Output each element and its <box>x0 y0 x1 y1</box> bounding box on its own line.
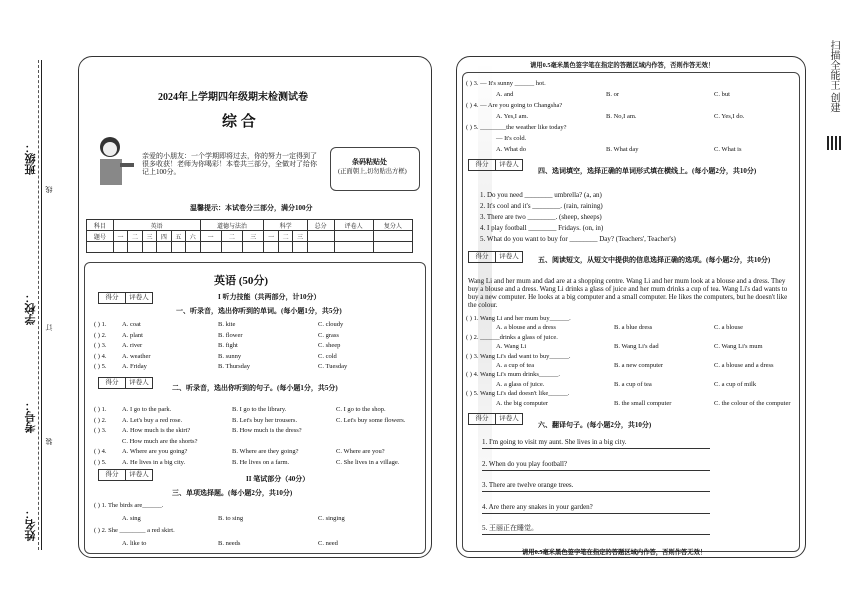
english-title: 英语 (50分) <box>214 275 269 287</box>
question-text: ( ) 1. <box>94 321 107 328</box>
question-text: B. flower <box>218 331 243 339</box>
scanner-brand: 扫描全能王 创建 <box>828 40 839 113</box>
question-text <box>318 502 398 510</box>
answer-footer: 请用0.5毫米黑色签字笔在指定的答题区域内作答，否则作答无效！ <box>522 549 707 556</box>
question-text <box>714 315 804 323</box>
question-text <box>94 540 122 548</box>
table-cell: 五 <box>171 231 185 242</box>
table-cell: 六 <box>186 231 200 242</box>
score-label: 得分 <box>99 378 126 388</box>
question-text <box>496 353 614 361</box>
question-text: C. What is <box>714 146 742 153</box>
question-text <box>496 315 614 323</box>
fold-word: 装 <box>45 438 53 445</box>
grader-label: 评卷人 <box>129 379 149 386</box>
intro-text: 亲爱的小朋友：一个学期即将过去，你的努力一定得到了很多收获！老师为你喝彩！本卷共三部分，全做对了给你记上100分。 <box>142 152 317 176</box>
question-text: A. Friday <box>122 363 147 370</box>
question-text: ( ) 2. She ________ a red skirt. <box>94 527 175 534</box>
question-text <box>218 502 318 510</box>
score-box <box>468 413 523 425</box>
score-label: 得分 <box>99 293 126 303</box>
question-text <box>714 390 804 398</box>
question-row <box>466 113 804 121</box>
question-text: B. needs <box>218 539 241 547</box>
question-text: C. Yes,I do. <box>714 113 745 120</box>
score-label: 得分 <box>469 160 496 170</box>
question-row <box>94 417 426 425</box>
name-label: 姓名： <box>25 508 37 541</box>
score-label: 得分 <box>469 414 496 424</box>
question-text: A. the big computer <box>496 399 548 407</box>
table-cell: 一 <box>200 231 221 242</box>
teacher-icon <box>90 133 138 193</box>
table-cell: 二 <box>221 231 242 242</box>
question-text: A. and <box>496 91 514 98</box>
question-text: B. What day <box>606 146 639 153</box>
fill-item: 5. What do you want to buy for ________ Day? (Teachers', Teacher's) <box>480 235 676 243</box>
table-cell: 四 <box>157 231 171 242</box>
question-text: A. a cup of tea <box>496 362 535 369</box>
question-text: ( ) 2. ______drinks a glass of juice. <box>466 333 558 341</box>
fill-item: 4. I play football ________ Fridays. (on, in) <box>480 224 604 232</box>
question-text <box>714 353 804 361</box>
question-text: ( ) 5. ________the weather like today? <box>466 124 567 131</box>
fill-item: 3. There are two ________. (sheep, sheeps) <box>480 213 602 221</box>
question-text: C. How much are the shorts? <box>122 437 198 445</box>
question-row <box>466 135 804 143</box>
question-row <box>94 527 398 535</box>
question-text: B. a blue dress <box>614 324 653 332</box>
question-text: ( ) 1. <box>94 406 107 413</box>
translate-item: 3. There are twelve orange trees. <box>482 481 574 489</box>
answer-frame <box>462 72 800 552</box>
question-text: B. the small computer <box>614 399 672 407</box>
question-text <box>466 362 496 370</box>
question-row <box>466 400 804 408</box>
table-header: 总分 <box>307 220 334 231</box>
question-row <box>94 332 398 340</box>
subject-title: 综 合 <box>222 114 256 130</box>
sec6-title: 六、翻译句子。(每小题2分，共10分) <box>538 421 652 429</box>
question-text <box>714 371 804 379</box>
class-label: 班级： <box>25 142 37 175</box>
table-cell: 一 <box>113 231 127 242</box>
answer-header: 请用0.5毫米黑色签字笔在指定的答题区域内作答，否则作答无效！ <box>530 62 715 69</box>
question-text: ( ) 4. <box>94 448 107 455</box>
question-text: A. How much is the skirt? <box>122 427 191 434</box>
question-text: C. Tuesday <box>318 363 348 370</box>
grader-label: 评卷人 <box>499 253 519 260</box>
question-text: ( ) 1. The birds are______. <box>94 502 164 509</box>
question-text <box>614 334 714 342</box>
number-label: 考号： <box>25 400 37 433</box>
question-text: B. He lives on a farm. <box>232 458 290 466</box>
question-text: A. Let's buy a red rose. <box>122 416 183 424</box>
question-text <box>466 146 496 154</box>
question-text <box>606 80 714 88</box>
reading-passage: Wang Li and her mum and dad are at a shopping centre. Wang Li and her mum look at a blouse and a dress. They buy a blouse and a dress. Wang Li drinks a glass of juice and her mum drinks a cup of tea. Wang Li's dad wants to buy a new computer. He looks at a big computer and a small computer. He likes the computers, but he doesn't like the colour. <box>468 277 788 309</box>
question-text <box>466 381 496 389</box>
question-text: C. the colour of the computer <box>714 399 791 407</box>
question-text <box>122 502 218 510</box>
question-text <box>496 371 614 379</box>
translate-item: 5. 王丽正在睡觉。 <box>482 524 538 532</box>
question-text: A. river <box>122 342 143 349</box>
question-text <box>714 124 804 132</box>
question-row <box>94 459 426 467</box>
answer-line[interactable] <box>482 534 710 535</box>
question-text: ( ) 1. Wang Li and her mum buy______. <box>466 315 571 322</box>
score-table <box>86 219 413 253</box>
question-text <box>94 515 122 523</box>
question-text <box>496 390 614 398</box>
question-text: C. a blouse and a dress <box>714 362 774 369</box>
question-text: ( ) 3. Wang Li's dad want to buy______. <box>466 352 571 360</box>
question-text <box>714 102 804 110</box>
part1-title: I 听力技能（共两部分，计10分） <box>218 293 321 301</box>
question-text: ( ) 2. <box>94 331 107 339</box>
table-header: 科目 <box>87 220 114 231</box>
question-text <box>714 135 804 143</box>
bind-word: 订 <box>45 324 53 331</box>
question-text: ( ) 5. Wang Li's dad doesn't like______. <box>466 390 570 398</box>
sec4-title: 四、选词填空，选择正确的单词形式填在横线上。(每小题2分，共10分) <box>538 167 757 175</box>
question-text: ( ) 3. <box>94 427 107 434</box>
table-header: 复分人 <box>373 220 412 231</box>
question-text <box>466 343 496 351</box>
question-row <box>466 146 804 154</box>
question-text: B. a cup of tea <box>614 380 652 388</box>
question-text: ( ) 2. <box>94 416 107 424</box>
question-row <box>94 540 398 548</box>
question-row <box>466 324 804 332</box>
question-row <box>466 381 804 389</box>
question-text: A. weather <box>122 352 151 360</box>
question-text: C. singing <box>318 514 345 522</box>
translate-item: 2. When do you play football? <box>482 459 568 468</box>
grader-label: 评卷人 <box>129 294 149 301</box>
question-row <box>466 353 804 361</box>
question-text: C. need <box>318 539 338 547</box>
question-row <box>466 124 804 132</box>
question-text: ( ) 4. Wang Li's mum drinks______. <box>466 371 561 379</box>
question-row <box>94 448 426 456</box>
question-text <box>606 124 714 132</box>
table-header: 道德与法治 <box>200 220 264 231</box>
question-text: ( ) 3. — It's sunny ______ hot. <box>466 80 546 87</box>
translate-item: 1. I'm going to visit my aunt. She lives in a big city. <box>482 438 627 446</box>
question-text <box>614 390 714 398</box>
answer-line[interactable] <box>482 470 710 471</box>
answer-line[interactable] <box>482 448 710 449</box>
question-text: A. Where are you going? <box>122 448 188 455</box>
sec2-title: 二、听录音，选出你听到的句子。(每小题1分，共5分) <box>172 384 338 392</box>
barcode-label: 条码粘贴处 <box>352 158 387 166</box>
question-text: B. fight <box>218 342 238 349</box>
line-word: 线 <box>45 186 53 193</box>
question-text <box>218 527 318 535</box>
question-text <box>606 102 714 110</box>
question-text: A. sing <box>122 514 141 522</box>
question-text <box>94 438 122 446</box>
question-row <box>466 334 804 342</box>
question-row <box>94 353 398 361</box>
question-text <box>496 80 606 88</box>
question-row <box>466 343 804 351</box>
sec5-title: 五、阅读短文，从短文中提供的信息选择正确的选项。(每小题2分，共10分) <box>538 256 771 264</box>
binding-line <box>41 60 42 550</box>
question-text: C. Where are you? <box>336 448 385 455</box>
question-text: C. a cup of milk <box>714 380 757 388</box>
question-text: A. He lives in a big city. <box>122 458 186 466</box>
grader-label: 评卷人 <box>499 415 519 422</box>
question-row <box>94 342 398 350</box>
question-text: A. like to <box>122 539 147 547</box>
question-row <box>94 438 426 446</box>
score-box <box>98 377 153 389</box>
table-cell: 三 <box>293 231 307 242</box>
table-cell: 一 <box>264 231 278 242</box>
sec3-title: 三、单项选择题。(每小题2分，共10分) <box>172 489 293 497</box>
question-text: B. or <box>606 91 619 98</box>
question-text <box>496 124 606 132</box>
question-text: B. Let's buy her trousers. <box>232 416 298 424</box>
question-text: ( ) 5. <box>94 363 107 370</box>
question-row <box>466 102 804 110</box>
question-text: B. How much is the dress? <box>232 427 302 434</box>
grader-label: 评卷人 <box>129 471 149 478</box>
question-row <box>94 427 426 435</box>
question-text <box>606 135 714 143</box>
fill-item: 2. It's cool and it's ________. (rain, raining) <box>480 202 603 210</box>
question-text: B. to sing <box>218 514 244 522</box>
question-text <box>714 80 804 88</box>
question-text: B. No,I am. <box>606 113 637 120</box>
question-row <box>466 371 804 379</box>
part2-title: II 笔试部分（40分） <box>246 475 310 483</box>
question-text: A. What do <box>496 146 527 153</box>
question-text <box>614 353 714 361</box>
question-row <box>466 315 804 323</box>
question-text <box>318 527 398 535</box>
question-text: B. kite <box>218 321 236 328</box>
score-box <box>468 251 523 263</box>
question-row <box>466 80 804 88</box>
grader-label: 评卷人 <box>499 161 519 168</box>
question-row <box>466 390 804 398</box>
table-cell: 二 <box>278 231 292 242</box>
question-text: ( ) 3. <box>94 342 107 349</box>
question-text: ( ) 4. <box>94 352 107 360</box>
question-text: A. coat <box>122 321 141 328</box>
question-text <box>466 113 496 121</box>
question-row <box>94 502 398 510</box>
question-text <box>466 135 496 143</box>
question-text <box>122 527 218 535</box>
question-text: B. Wang Li's dad <box>614 343 659 351</box>
question-row <box>466 91 804 99</box>
table-cell: 三 <box>142 231 156 242</box>
question-text: B. Where are they going? <box>232 448 299 455</box>
question-text <box>614 315 714 323</box>
question-text: C. Wang Li's mum <box>714 343 763 351</box>
question-text: C. cloudy <box>318 321 344 328</box>
score-box <box>98 292 153 304</box>
question-text: C. Let's buy some flowers. <box>336 416 406 424</box>
question-text: A. a blouse and a dress <box>496 324 556 332</box>
question-text: A. Wang Li <box>496 343 527 351</box>
table-cell: 二 <box>128 231 142 242</box>
question-text: A. a glass of juice. <box>496 380 545 388</box>
question-text: B. a new computer <box>614 362 664 369</box>
question-text: B. I go to the library. <box>232 406 287 413</box>
translate-item: 4. Are there any snakes in your garden? <box>482 502 593 511</box>
table-cell: 题号 <box>87 231 114 242</box>
question-text: ( ) 4. — Are you going to Changsha? <box>466 102 563 109</box>
question-text <box>466 400 496 408</box>
question-text: C. but <box>714 91 730 98</box>
question-text <box>496 102 606 110</box>
question-text <box>466 324 496 332</box>
question-text: C. She lives in a village. <box>336 458 400 466</box>
question-text <box>232 438 336 446</box>
score-box <box>98 469 153 481</box>
question-text <box>336 427 426 435</box>
school-label: 学校： <box>25 292 37 325</box>
question-row <box>94 321 398 329</box>
question-row <box>94 406 426 414</box>
question-text: A. I go to the park. <box>122 406 172 413</box>
question-text <box>496 334 614 342</box>
question-text: C. grass <box>318 331 339 339</box>
question-text: B. Thursday <box>218 363 251 370</box>
question-text: C. a blouse <box>714 324 744 332</box>
question-text: A. Yes,I am. <box>496 113 529 120</box>
table-header: 评卷人 <box>334 220 373 231</box>
score-label: 得分 <box>99 470 126 480</box>
table-header: 英语 <box>113 220 200 231</box>
question-text: C. sheep <box>318 342 341 349</box>
question-text: A. plant <box>122 331 143 339</box>
question-text <box>614 371 714 379</box>
warm-tip: 温馨提示：本试卷分三部分，满分100分 <box>190 204 313 212</box>
sec1-title: 一、听录音，选出你听到的单词。(每小题1分，共5分) <box>176 307 342 315</box>
barcode-note: (正面朝上,切勿贴出方框) <box>338 168 407 175</box>
question-text <box>714 334 804 342</box>
question-text <box>466 91 496 99</box>
question-text: C. cold <box>318 352 337 360</box>
question-row <box>94 515 398 523</box>
question-text: — It's cold. <box>496 135 527 142</box>
qr-icon <box>827 136 841 150</box>
question-text <box>336 438 426 446</box>
question-text: ( ) 5. <box>94 458 107 466</box>
answer-line[interactable] <box>482 513 710 514</box>
question-text: C. I go to the shop. <box>336 406 386 413</box>
answer-line[interactable] <box>482 491 710 492</box>
question-row <box>94 363 398 371</box>
table-cell: 三 <box>243 231 264 242</box>
question-text: B. sunny <box>218 352 242 360</box>
fill-item: 1. Do you need ________ umbrella? (a, an) <box>480 191 602 199</box>
score-box <box>468 159 523 171</box>
exam-title: 2024年上学期四年级期末检测试卷 <box>158 92 308 103</box>
table-header: 科学 <box>264 220 307 231</box>
score-label: 得分 <box>469 252 496 262</box>
question-row <box>466 362 804 370</box>
